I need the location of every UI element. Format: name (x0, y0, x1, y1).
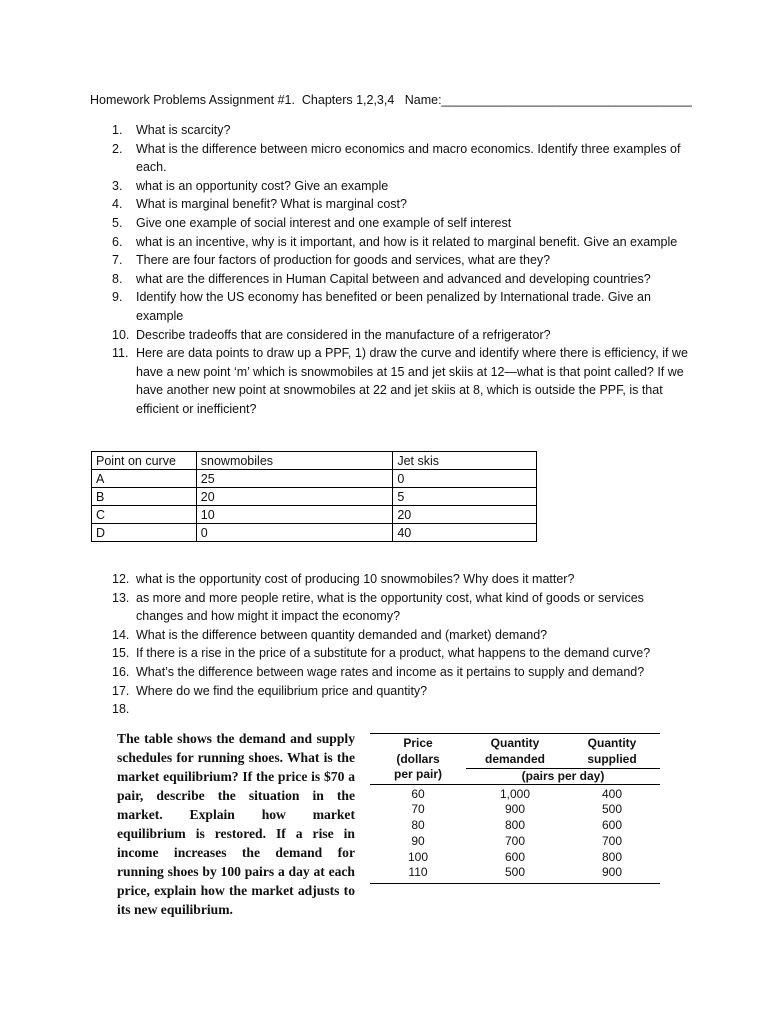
question-item (100, 663, 690, 682)
ppf-cell: 0 (393, 470, 537, 488)
supplied-cell: 700 (601, 833, 623, 848)
ppf-cell: 25 (196, 470, 393, 488)
question-text: What’s the difference between wage rates and income as it pertains to supply and demand? (136, 664, 645, 679)
ppf-header-row (92, 452, 537, 470)
question-text: what is an incentive, why is it important, and how is it related to marginal benefit. Give an example (136, 234, 678, 249)
question-item (100, 251, 690, 270)
question-number: 13. (112, 590, 130, 605)
question-item (100, 270, 690, 289)
problem-18-text: The table shows the demand and supply schedules for running shoes. What is the market equilibrium? If the price is $70 a pair, describe the situation in the market. Explain how market equilibrium is restored. If a rise in income increases the demand for running shoes by 100 pairs a day at each price, explain how the market adjusts to its new equilibrium. (117, 731, 355, 917)
price-cell: 70 (411, 802, 425, 817)
shoes-data-rows (370, 785, 660, 884)
price-column (370, 787, 466, 882)
question-text: There are four factors of production for goods and services, what are they? (136, 253, 551, 268)
supplied-cell: 600 (601, 818, 623, 833)
demanded-cell: 1,000 (499, 786, 531, 801)
question-list-part2 (100, 570, 690, 717)
question-number: 17. (112, 683, 130, 698)
question-item (100, 195, 690, 214)
ppf-cell: D (92, 524, 197, 542)
ppf-data-table (91, 451, 537, 542)
supplied-cell: 400 (601, 786, 623, 801)
question-text: If there is a rise in the price of a substitute for a product, what happens to the demand curve? (136, 646, 651, 661)
question-text: what is the opportunity cost of producing 10 snowmobiles? Why does it matter? (136, 572, 575, 586)
demanded-cell: 600 (504, 849, 526, 864)
price-cell: 100 (407, 849, 429, 864)
price-cell: 80 (411, 818, 425, 833)
ppf-header-snowmobiles: snowmobiles (196, 452, 393, 470)
supplied-cell: 500 (601, 802, 623, 817)
question-item (100, 570, 690, 589)
price-cell: 60 (411, 786, 425, 801)
question-text: What is scarcity? (136, 123, 231, 137)
table-row (92, 524, 537, 542)
question-number: 11. (112, 346, 129, 361)
question-number: 2. (112, 141, 123, 156)
question-text: What is the difference between quantity demanded and (market) demand? (136, 627, 548, 642)
price-cell: 90 (411, 833, 425, 848)
question-item (100, 140, 690, 177)
question-item (100, 589, 690, 626)
question-number: 6. (112, 234, 123, 249)
table-row (92, 506, 537, 524)
question-number: 3. (112, 178, 123, 193)
question-text: what are the differences in Human Capital between and advanced and developing countries? (136, 271, 651, 286)
question-number: 12. (112, 572, 130, 586)
demanded-column (466, 787, 564, 882)
demanded-cell: 800 (504, 818, 526, 833)
ppf-cell: A (92, 470, 197, 488)
name-blank-line: ____________________________________ (441, 93, 692, 107)
question-text: Describe tradeoffs that are considered in the manufacture of a refrigerator? (136, 327, 551, 342)
question-number: 15. (112, 646, 130, 661)
question-number: 8. (112, 271, 123, 286)
question-text: as more and more people retire, what is the opportunity cost, what kind of goods or services changes and how might it impact the economy? (136, 590, 644, 624)
question-number: 9. (112, 290, 123, 305)
supplied-column (564, 787, 660, 882)
ppf-cell: B (92, 488, 197, 506)
question-text: what is an opportunity cost? Give an example (136, 178, 389, 193)
question-text: Where do we find the equilibrium price and quantity? (136, 683, 428, 698)
ppf-cell: 5 (393, 488, 537, 506)
question-item (100, 121, 690, 140)
question-item (100, 214, 690, 233)
question-list-part1 (100, 121, 690, 419)
question-text: Identify how the US economy has benefited or been penalized by International trade. Give an example (136, 290, 651, 323)
ppf-cell: 20 (393, 506, 537, 524)
question-item (100, 326, 690, 345)
question-number: 16. (112, 664, 130, 679)
price-cell: 110 (408, 865, 428, 880)
ppf-cell: 10 (196, 506, 393, 524)
demanded-cell: 500 (504, 865, 526, 880)
unit-spacer (370, 768, 466, 784)
table-row (92, 470, 537, 488)
question-number: 10. (112, 327, 130, 342)
supplied-cell: 900 (601, 865, 623, 880)
ppf-header-jetskis: Jet skis (393, 452, 537, 470)
demanded-cell: 900 (504, 802, 526, 817)
assignment-header (90, 93, 692, 107)
question-item (100, 233, 690, 252)
question-item (100, 177, 690, 196)
question-text: Give one example of social interest and one example of self interest (136, 215, 512, 230)
question-item (100, 682, 690, 701)
question-number: 5. (112, 215, 123, 230)
shoes-header-price: Price (dollars per pair) (393, 736, 442, 781)
shoes-unit-row (370, 768, 660, 784)
question-number: 1. (112, 123, 123, 137)
question-number: 7. (112, 253, 123, 268)
ppf-cell: C (92, 506, 197, 524)
question-number: 14. (112, 627, 130, 642)
demanded-cell: 700 (504, 833, 526, 848)
shoes-header-supplied: Quantity supplied (587, 736, 637, 766)
ppf-header-point: Point on curve (92, 452, 197, 470)
question-number: 18. (112, 702, 130, 717)
shoes-header-demanded: Quantity demanded (484, 736, 545, 766)
ppf-cell: 0 (196, 524, 393, 542)
table-bottom-rule (370, 883, 660, 884)
ppf-cell: 40 (393, 524, 537, 542)
question-number: 4. (112, 197, 123, 212)
table-row (92, 488, 537, 506)
question-item (100, 626, 690, 645)
shoes-unit-label: (pairs per day) (466, 768, 660, 784)
question-item (100, 644, 690, 663)
question-text: What is marginal benefit? What is marginal cost? (136, 197, 407, 212)
question-text: What is the difference between micro economics and macro economics. Identify three examples of each. (136, 141, 681, 175)
question-item (100, 288, 690, 325)
assignment-title: Homework Problems Assignment #1. Chapters 1,2,3,4 Name: (90, 93, 442, 107)
supplied-cell: 800 (601, 849, 623, 864)
ppf-cell: 20 (196, 488, 393, 506)
question-text: Here are data points to draw up a PPF, 1) draw the curve and identify where there is efficiency, if we have a new point ‘m’ which is snowmobiles at 15 and jet skiis at 12—what is that point called? If we have another new point at snowmobiles at 22 and jet skiis at 8, which is outside the PPF, is that efficient or inefficient? (136, 346, 688, 416)
question-item (100, 344, 690, 418)
shoes-schedule-table (370, 733, 660, 884)
